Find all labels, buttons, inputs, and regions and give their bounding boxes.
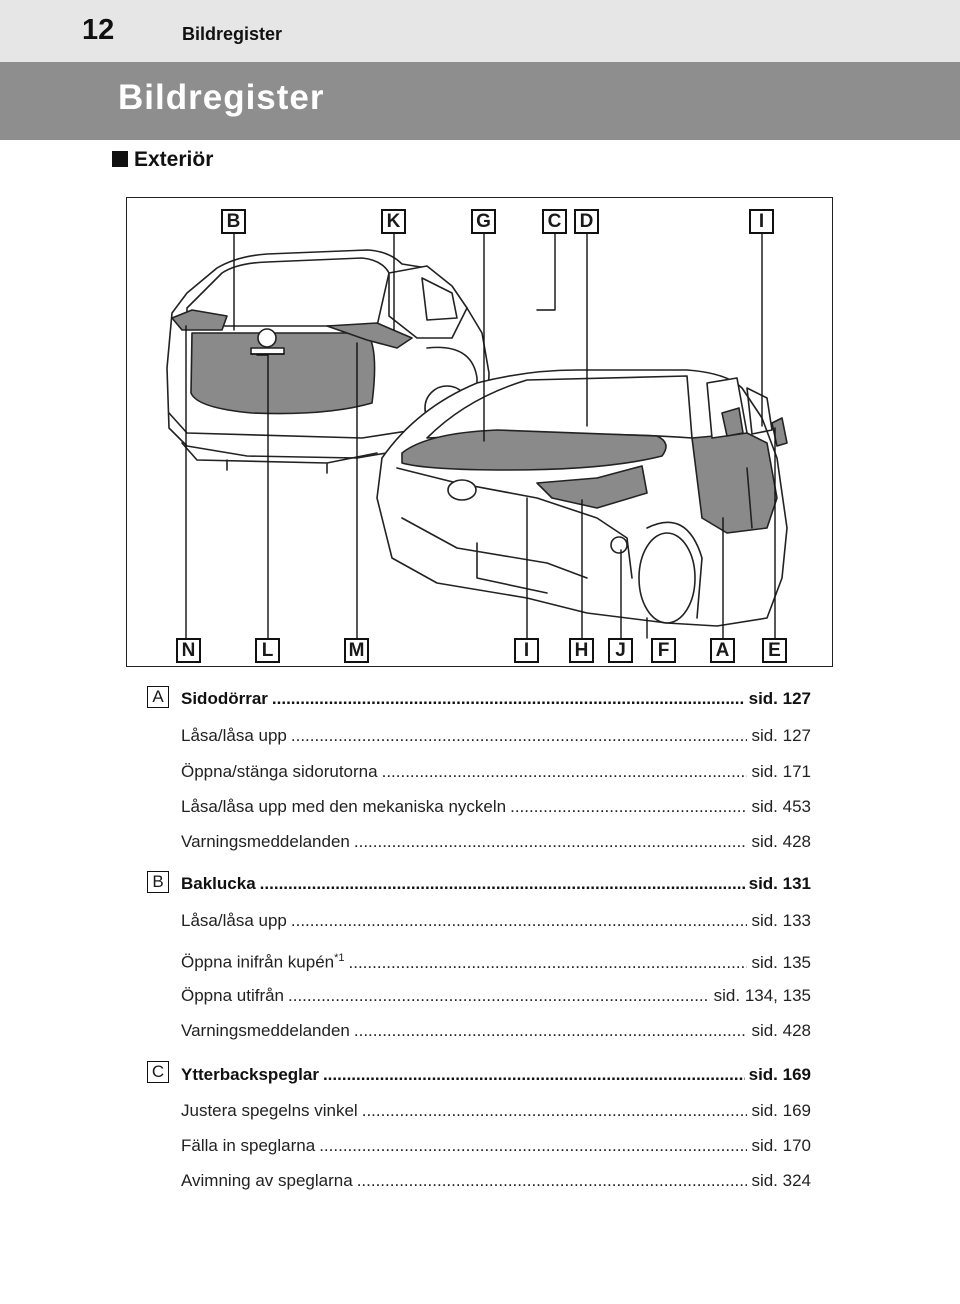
entry-letter-b: B: [147, 871, 169, 893]
entry-label: Öppna/stänga sidorutorna: [181, 762, 378, 781]
entry-title: Sidodörrar: [181, 689, 268, 708]
entry-label: Låsa/låsa upp med den mekaniska nyckeln: [181, 797, 507, 816]
entry-label: Justera spegelns vinkel: [181, 1101, 358, 1120]
vehicle-illustration: [127, 198, 833, 667]
callout-bottom-i: I: [514, 638, 539, 663]
index-entry-sub: [181, 1171, 811, 1193]
callout-bottom-l: L: [255, 638, 280, 663]
vehicle-exterior-figure: [126, 197, 833, 667]
page-title: Bildregister: [118, 78, 325, 117]
index-entry-sub: [181, 797, 811, 819]
index-entry-sub: [181, 911, 811, 933]
index-entry-sub: [181, 832, 811, 854]
running-head: Bildregister: [182, 24, 283, 44]
entry-page: sid. 135: [751, 952, 811, 972]
entry-label-text: Öppna inifrån kupén: [181, 952, 335, 972]
entry-page: sid. 127: [751, 726, 811, 745]
index-entry-sub: [181, 1101, 811, 1123]
section-heading: [112, 148, 213, 172]
entry-page: sid. 428: [751, 832, 811, 851]
index-entry-main: [181, 874, 811, 896]
entry-label: Låsa/låsa upp: [181, 911, 287, 930]
bullet-square-icon: [112, 151, 128, 167]
callout-top-k: K: [381, 209, 406, 234]
entry-label: Varningsmeddelanden: [181, 832, 350, 851]
entry-letter-a: A: [147, 686, 169, 708]
entry-letter-c: C: [147, 1061, 169, 1083]
running-header-bar: [0, 0, 960, 62]
entry-title: Ytterbackspeglar: [181, 1065, 319, 1084]
callout-bottom-h: H: [569, 638, 594, 663]
callout-top-g: G: [471, 209, 496, 234]
entry-label: Avimning av speglarna: [181, 1171, 353, 1190]
entry-title: Baklucka: [181, 874, 256, 893]
callout-top-c: C: [542, 209, 567, 234]
entry-label: Fälla in speglarna: [181, 1136, 316, 1155]
index-entry-sub: [181, 762, 811, 784]
entry-page: sid. 170: [751, 1136, 811, 1155]
page-number: 12: [82, 14, 115, 46]
entry-page: sid. 428: [751, 1021, 811, 1040]
entry-page: sid. 131: [748, 874, 811, 893]
entry-page: sid. 171: [751, 762, 811, 781]
entry-page: sid. 169: [748, 1065, 811, 1084]
index-entry-main: [181, 689, 811, 711]
entry-page: sid. 127: [748, 689, 811, 708]
callout-bottom-m: M: [344, 638, 369, 663]
callout-bottom-a: A: [710, 638, 735, 663]
index-entry-sub: [181, 986, 811, 1008]
entry-label: [181, 952, 345, 973]
index-entry-sub: [181, 952, 811, 974]
index-entry-sub: [181, 726, 811, 748]
entry-page: sid. 169: [751, 1101, 811, 1120]
entry-label: Låsa/låsa upp: [181, 726, 287, 745]
callout-bottom-e: E: [762, 638, 787, 663]
entry-label: Öppna utifrån: [181, 986, 285, 1005]
callout-bottom-j: J: [608, 638, 633, 663]
index-entry-sub: [181, 1021, 811, 1043]
callout-top-d: D: [574, 209, 599, 234]
entry-page: sid. 133: [751, 911, 811, 930]
footnote-marker: *1: [334, 952, 345, 964]
callout-top-i: I: [749, 209, 774, 234]
index-entry-sub: [181, 1136, 811, 1158]
index-entry-main: [181, 1065, 811, 1087]
entry-page: sid. 134, 135: [713, 986, 811, 1005]
section-heading-text: Exteriör: [134, 148, 214, 171]
entry-page: sid. 453: [751, 797, 811, 816]
entry-page: sid. 324: [751, 1171, 811, 1190]
callout-bottom-n: N: [176, 638, 201, 663]
entry-label: Varningsmeddelanden: [181, 1021, 350, 1040]
callout-top-b: B: [221, 209, 246, 234]
callout-bottom-f: F: [651, 638, 676, 663]
